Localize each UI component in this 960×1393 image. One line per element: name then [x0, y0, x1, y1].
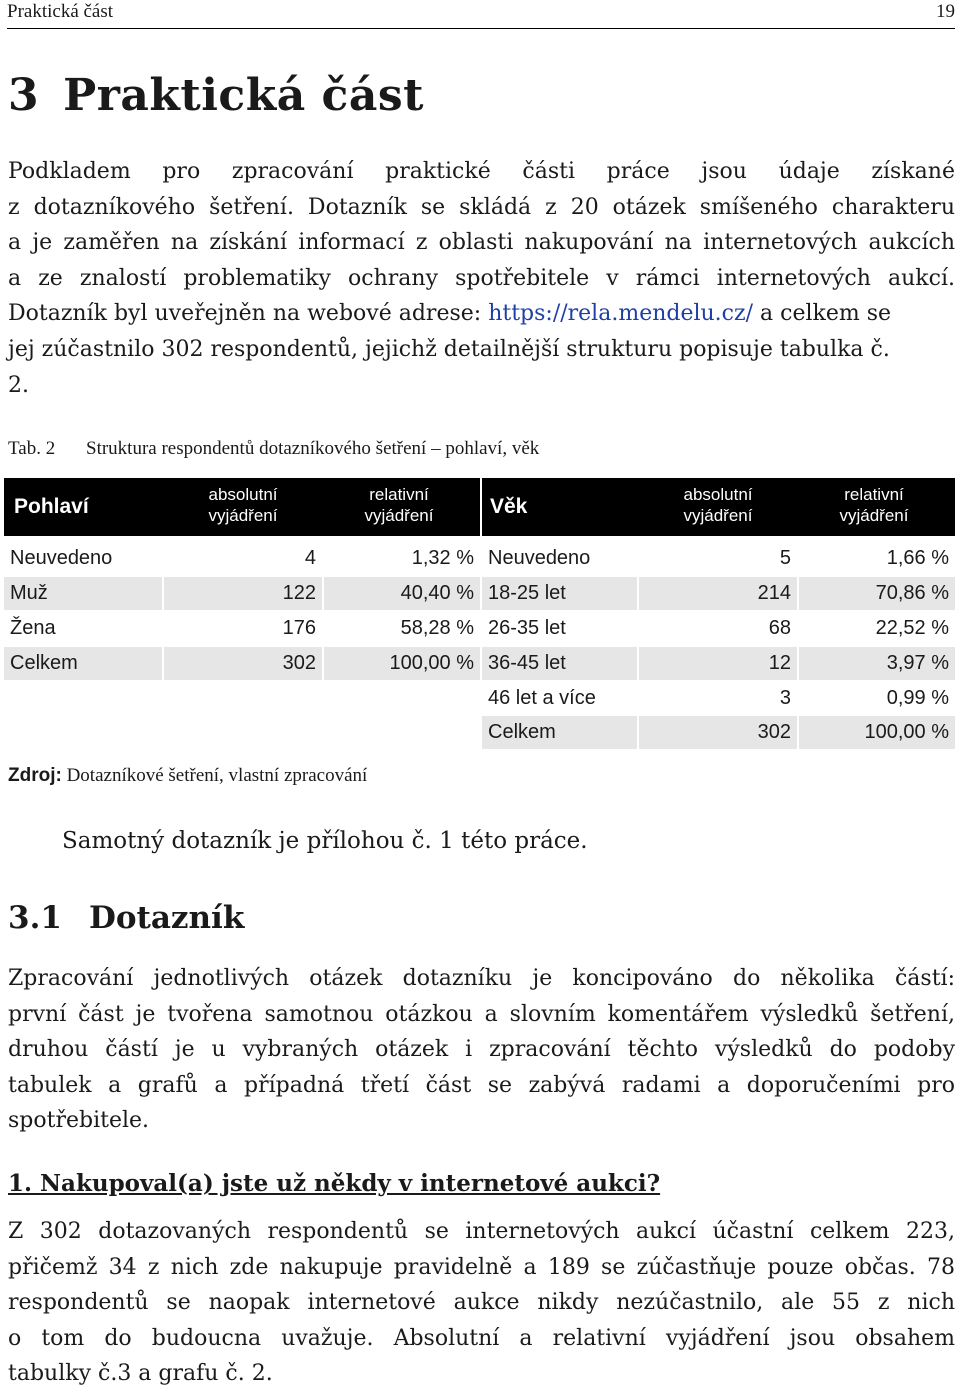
- answer-paragraph: [8, 1214, 955, 1392]
- row-relative: 40,40 %: [324, 577, 480, 610]
- age-header-category: Věk: [490, 495, 528, 518]
- table-caption: [8, 438, 540, 460]
- table-row: [482, 577, 955, 611]
- intro-line: a je zaměřen na získání informací z oblasti nakupování na internetových aukcích: [8, 230, 955, 256]
- chapter-title: Praktická část: [63, 70, 424, 121]
- table-row: [482, 682, 955, 716]
- section-number: 3.1: [8, 900, 62, 936]
- intro-line: Podkladem pro zpracování praktické části práce jsou údaje získané: [8, 159, 955, 184]
- chapter-heading: [8, 70, 424, 121]
- table-row: [4, 577, 480, 611]
- row-label: 26-35 let: [488, 617, 566, 639]
- header-text: vyjádření: [839, 506, 909, 525]
- row-label: Celkem: [482, 716, 637, 749]
- row-relative: 1,32 %: [411, 547, 474, 569]
- header-text: vyjádření: [208, 506, 278, 525]
- page-number: 19: [936, 1, 955, 22]
- row-absolute: 5: [779, 547, 791, 569]
- table-source: [8, 765, 367, 787]
- gender-header-relative: [336, 484, 462, 526]
- row-absolute: 302: [164, 647, 322, 680]
- row-label: 18-25 let: [482, 577, 637, 610]
- row-label: Muž: [4, 577, 162, 610]
- header-text: absolutní: [683, 485, 753, 504]
- section-title: Dotazník: [88, 900, 245, 936]
- intro-line: z dotazníkového šetření. Dotazník se skládá z 20 otázek smíšeného charakteru: [8, 194, 955, 220]
- intro-line: 2.: [8, 372, 29, 398]
- source-text: Dotazníkové šetření, vlastní zpracování: [61, 765, 368, 786]
- row-absolute: 122: [164, 577, 322, 610]
- gender-table-header: [4, 478, 480, 536]
- table-caption-title: Struktura respondentů dotazníkového šetření – pohlaví, věk: [86, 438, 540, 459]
- running-header-title: Praktická část: [7, 1, 114, 22]
- appendix-note: Samotný dotazník je přílohou č. 1 této práce.: [62, 828, 588, 854]
- header-text: absolutní: [208, 485, 278, 504]
- intro-line: a ze znalostí problematiky ochrany spotřebitele v rámci internetových aukcí.: [8, 265, 955, 291]
- intro-text: a celkem se: [753, 301, 892, 327]
- row-relative: 22,52 %: [875, 617, 949, 639]
- method-line: Zpracování jednotlivých otázek dotazníku je koncipováno do několika částí:: [8, 966, 955, 991]
- row-label: Žena: [10, 617, 56, 639]
- method-line: tabulek a grafů a případná třetí část se zabývá radami a doporučeními pro: [8, 1072, 955, 1098]
- table-row: [4, 612, 480, 646]
- source-label: Zdroj:: [8, 765, 62, 786]
- gender-header-category: Pohlaví: [14, 495, 89, 518]
- answer-line: o tom do budoucna uvažuje. Absolutní a relativní vyjádření jsou obsahem: [8, 1325, 955, 1351]
- row-relative: 1,66 %: [886, 547, 949, 569]
- age-table-header: [482, 478, 955, 536]
- table-row: [482, 612, 955, 646]
- intro-text: Dotazník byl uveřejněn na webové adrese:: [8, 301, 489, 327]
- table-row: [482, 542, 955, 576]
- table-row: [4, 542, 480, 576]
- answer-line: respondentů se naopak internetové aukce nikdy nezúčastnilo, ale 55 z nich: [8, 1290, 955, 1316]
- intro-line: [8, 296, 955, 332]
- row-label: 36-45 let: [482, 647, 637, 680]
- row-absolute: 68: [768, 617, 791, 639]
- chapter-number: 3: [8, 70, 40, 121]
- answer-line: Z 302 dotazovaných respondentů se internetových aukcí účastní celkem 223,: [8, 1219, 955, 1244]
- questionnaire-link[interactable]: https://rela.mendelu.cz/: [488, 301, 754, 327]
- row-label: Celkem: [4, 647, 162, 680]
- table-row: [4, 647, 480, 681]
- intro-line: jej zúčastnilo 302 respondentů, jejichž detailnější strukturu popisuje tabulka č.: [8, 336, 890, 362]
- row-relative: 3,97 %: [799, 647, 955, 680]
- table-row: [482, 647, 955, 681]
- row-label: Neuvedeno: [488, 547, 591, 569]
- header-text: relativní: [369, 485, 429, 504]
- row-relative: 70,86 %: [799, 577, 955, 610]
- table-row: [482, 716, 955, 750]
- header-text: relativní: [844, 485, 904, 504]
- header-text: vyjádření: [683, 506, 753, 525]
- row-absolute: 12: [639, 647, 797, 680]
- age-header-relative: [811, 484, 937, 526]
- row-relative: 58,28 %: [400, 617, 474, 639]
- table-caption-label: Tab. 2: [8, 438, 56, 459]
- header-text: vyjádření: [364, 506, 434, 525]
- question-heading: 1. Nakupoval(a) jste už někdy v internetové aukci?: [8, 1170, 661, 1197]
- row-absolute: 214: [639, 577, 797, 610]
- section-heading: [8, 900, 244, 936]
- row-absolute: 302: [639, 716, 797, 749]
- method-line: první část je tvořena samotnou otázkou a slovním komentářem výsledků šetření,: [8, 1001, 955, 1027]
- row-absolute: 3: [779, 687, 791, 709]
- intro-paragraph: [8, 154, 955, 403]
- method-line: spotřebitele.: [8, 1108, 150, 1134]
- method-paragraph: [8, 961, 955, 1139]
- row-label: 46 let a více: [488, 687, 596, 709]
- row-relative: 100,00 %: [799, 716, 955, 749]
- row-label: Neuvedeno: [10, 547, 113, 569]
- answer-line: přičemž 34 z nich zde nakupuje pravidelně a 189 se zúčastňuje pouze občas. 78: [8, 1254, 955, 1280]
- gender-header-absolute: [180, 484, 306, 526]
- row-relative: 0,99 %: [886, 687, 949, 709]
- row-relative: 100,00 %: [324, 647, 480, 680]
- answer-line: tabulky č.3 a grafu č. 2.: [8, 1361, 273, 1387]
- method-line: druhou částí je u vybraných otázek i zpracování těchto výsledků do podoby: [8, 1037, 955, 1063]
- age-header-absolute: [655, 484, 781, 526]
- running-header: [7, 0, 955, 29]
- row-absolute: 176: [282, 617, 316, 639]
- row-absolute: 4: [304, 547, 316, 569]
